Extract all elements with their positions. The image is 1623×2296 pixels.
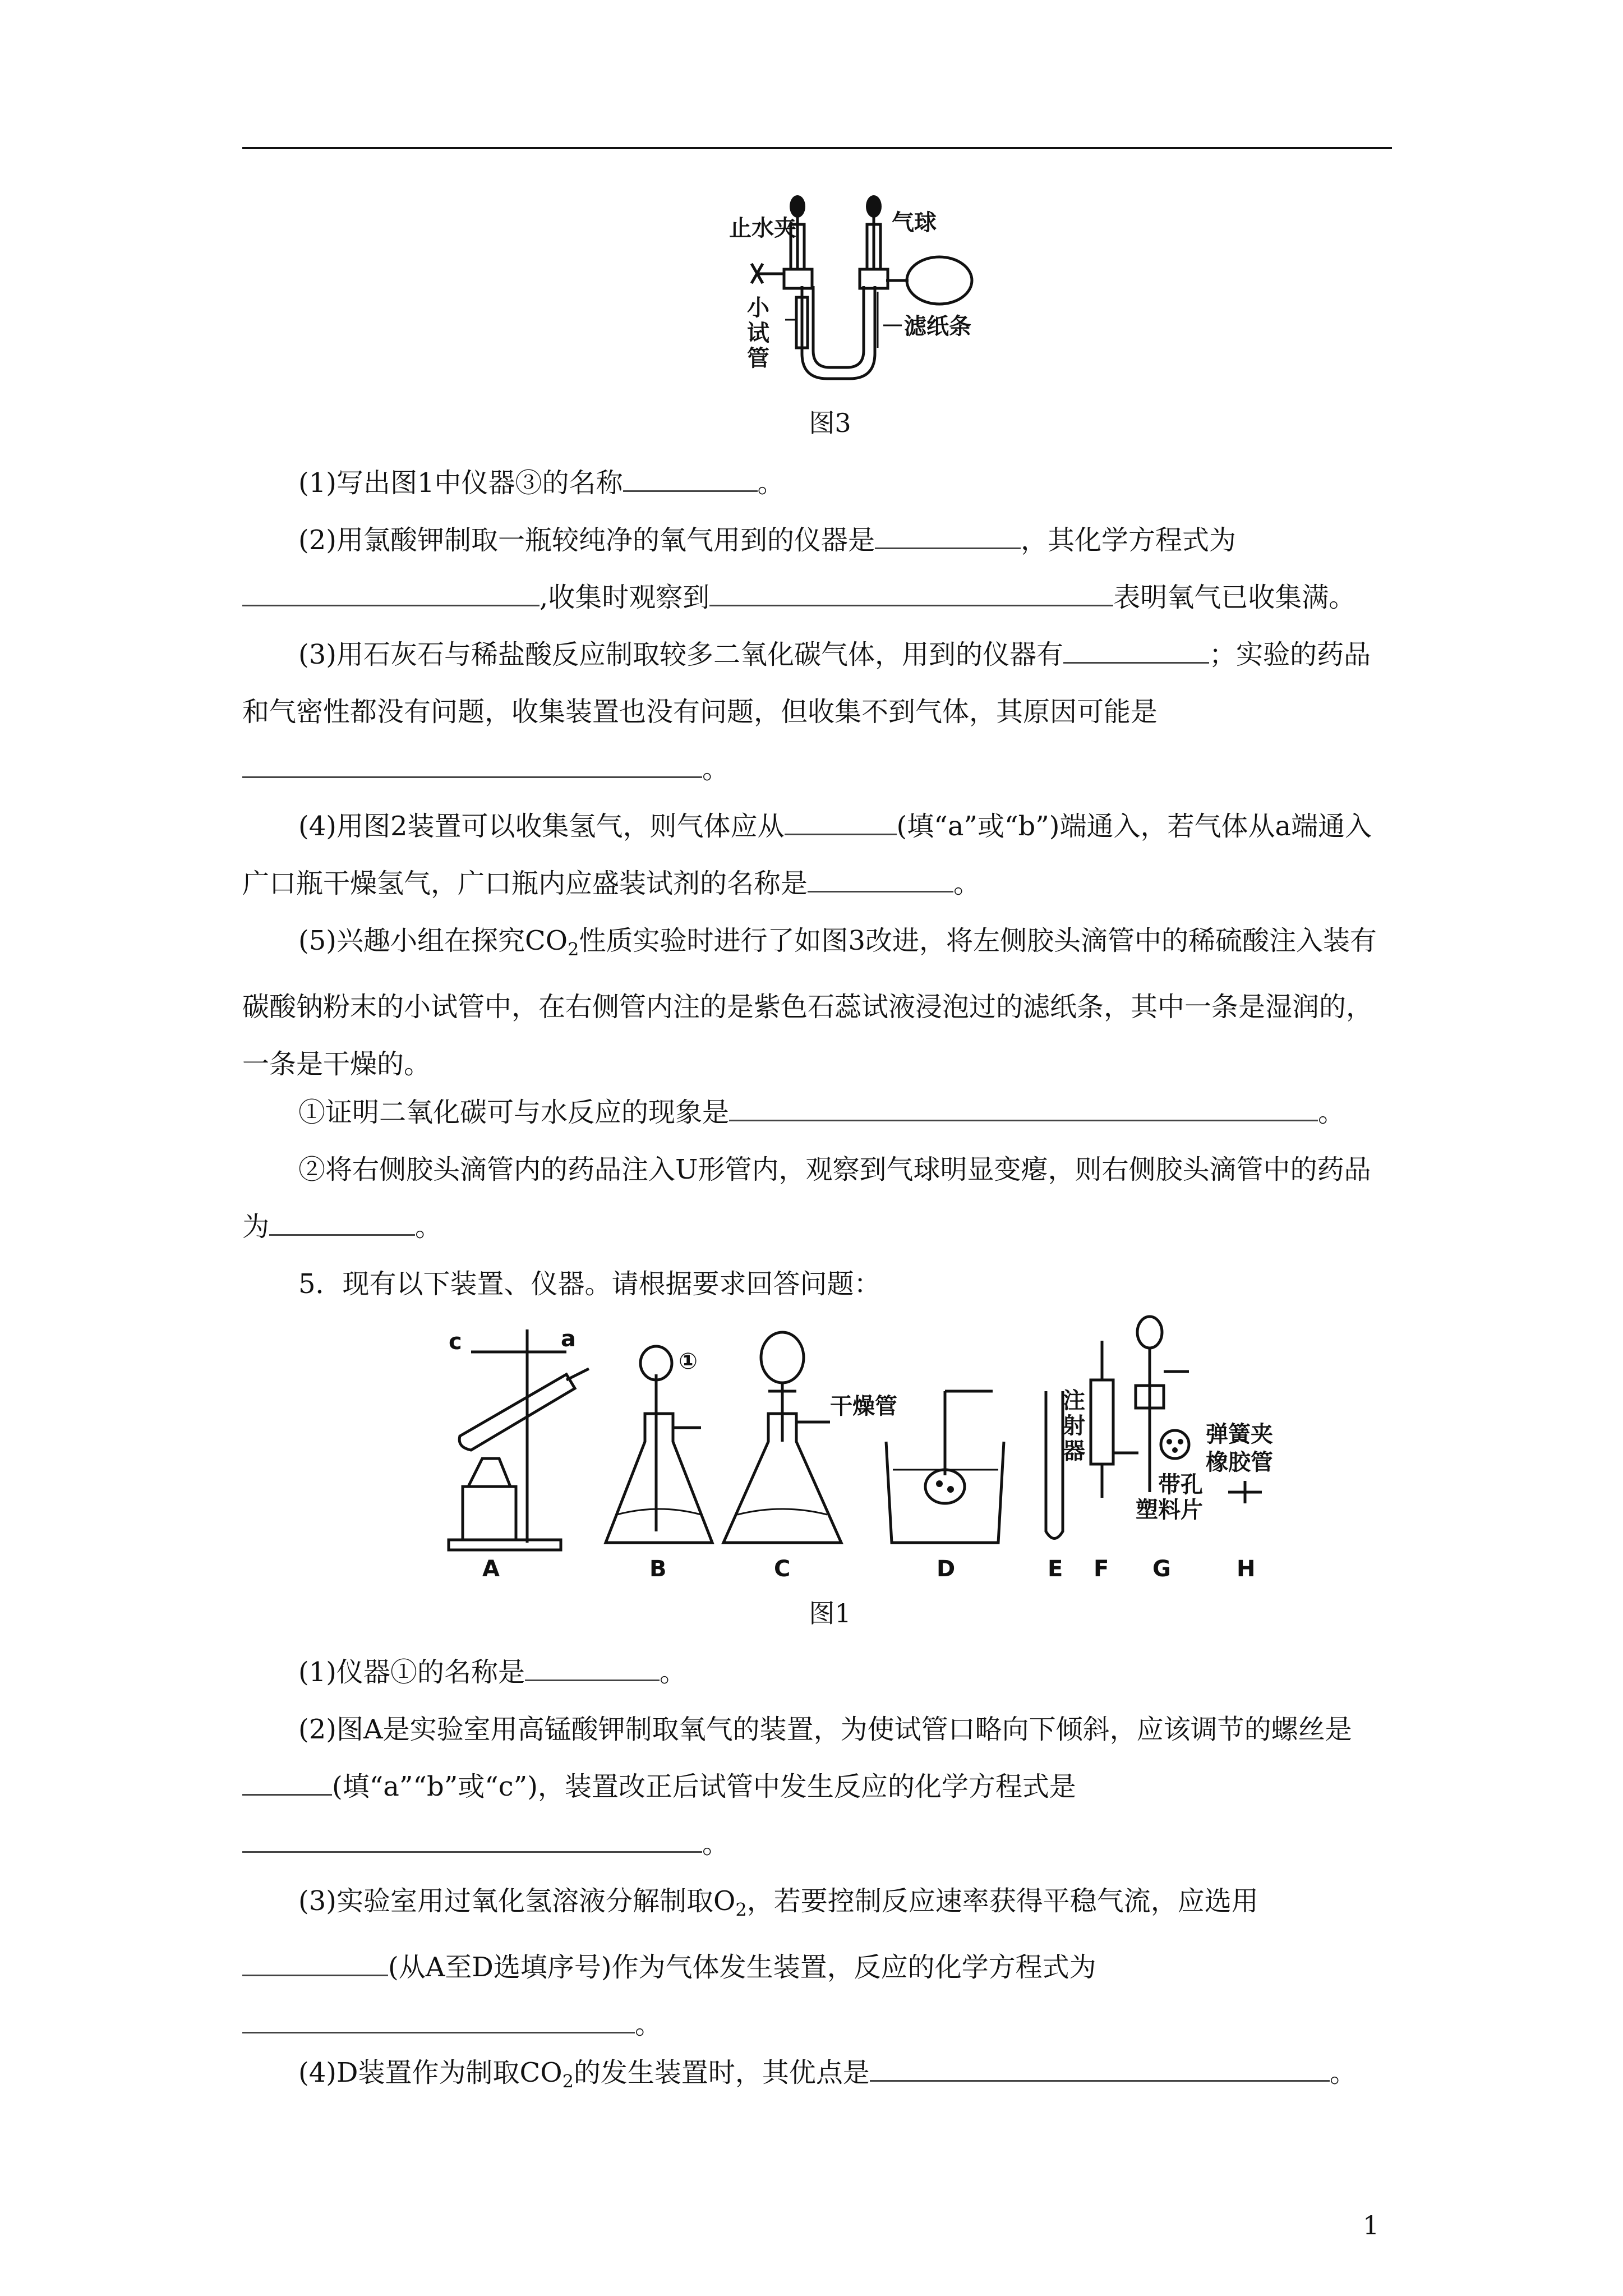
label-spring-clip: 弹簧夹 (1206, 1421, 1273, 1447)
answer-blank[interactable] (242, 1772, 332, 1796)
q4-part5a: ①证明二氧化碳可与水反应的现象是 。 (298, 1097, 1345, 1128)
letter-a: A (482, 1556, 500, 1582)
label-rubber-tube: 橡胶管 (1206, 1450, 1273, 1475)
figure-1-caption: 图1 (809, 1598, 851, 1628)
answer-blank[interactable] (242, 582, 540, 606)
figure-1-apparatus (437, 1307, 1279, 1588)
q5-part2: (2)图A是实验室用高锰酸钾制取氧气的装置，为使试管口略向下倾斜，应该调节的螺丝是(填“a”“b”或“c”)，装置改正后试管中发生反应的化学方程式是。 (242, 1701, 1392, 1872)
label-clamp: 止水夹 (729, 215, 796, 241)
page-number: 1 (1363, 2210, 1380, 2240)
q4-part2: (2)用氯酸钾制取一瓶较纯净的氧气用到的仪器是 ，其化学方程式为,收集时观察到 表明氧气已收集满。 (242, 512, 1392, 626)
letter-f: F (1094, 1556, 1109, 1582)
answer-blank[interactable] (242, 1952, 388, 1976)
letter-g: G (1152, 1556, 1171, 1582)
label-syringe-1: 注 (1063, 1388, 1085, 1414)
q5-part3: (3)实验室用过氧化氢溶液分解制取$O_2$，若要控制反应速率获得平稳气流，应选用(从A至D选填序号)作为气体发生装置，反应的化学方程式为。 (242, 1872, 1392, 2053)
label-small-tube-1: 小 (747, 295, 769, 321)
label-perforated-1: 带孔 (1158, 1472, 1203, 1498)
figure-3-caption: 图3 (809, 408, 851, 438)
q4-part1: (1)写出图1中仪器③的名称 。 (298, 467, 785, 499)
answer-blank[interactable] (875, 525, 1021, 549)
label-syringe-2: 射 (1063, 1413, 1085, 1439)
letter-e: E (1048, 1556, 1063, 1582)
label-small-tube-2: 试 (747, 320, 769, 346)
label-syringe-3: 器 (1063, 1438, 1085, 1464)
answer-blank[interactable] (870, 2058, 1330, 2082)
answer-blank[interactable] (242, 2009, 635, 2033)
answer-blank[interactable] (729, 1097, 1318, 1121)
label-dry-tube: 干燥管 (830, 1393, 897, 1419)
label-perforated-2: 塑料片 (1136, 1497, 1203, 1523)
q4-part3: (3)用石灰石与稀盐酸反应制取较多二氧化碳气体，用到的仪器有 ；实验的药品和气密性都没有问题，收集装置也没有问题，但收集不到气体，其原因可能是。 (242, 639, 1371, 785)
header-rule (242, 147, 1392, 149)
answer-blank[interactable] (525, 1657, 660, 1681)
label-filter-strip: 滤纸条 (904, 314, 971, 339)
answer-blank[interactable] (242, 1829, 702, 1853)
answer-blank[interactable] (623, 468, 758, 492)
answer-blank[interactable] (709, 582, 1113, 606)
answer-blank[interactable] (1063, 639, 1209, 664)
answer-blank[interactable] (785, 811, 897, 835)
letter-h: H (1237, 1556, 1256, 1582)
answer-blank[interactable] (269, 1212, 415, 1236)
letter-d: D (937, 1556, 956, 1582)
label-a: a (561, 1326, 576, 1352)
q5-intro: 5．现有以下装置、仪器。请根据要求回答问题： (298, 1268, 881, 1300)
label-circled-1: ① (679, 1349, 698, 1374)
q4-part5: (5)兴趣小组在探究$CO_2$性质实验时进行了如图3改进，将左侧胶头滴管中的稀硫酸注入装有碳酸钠粉末的小试管中，在右侧管内注的是紫色石蕊试液浸泡过的滤纸条，其中一条是湿润的，一条是干燥的。 (242, 925, 1377, 1080)
answer-blank[interactable] (242, 754, 702, 778)
letter-c: C (774, 1556, 791, 1582)
q5-part4: (4)D装置作为制取$CO_2$的发生装置时，其优点是 。 (298, 2057, 1357, 2092)
q5-part1: (1)仪器①的名称是 。 (298, 1657, 687, 1688)
q4-part5b: ②将右侧胶头滴管内的药品注入U形管内，观察到气球明显变瘪，则右侧胶头滴管中的药品为 。 (242, 1154, 1371, 1243)
q4-part4: (4)用图2装置可以收集氢气，则气体应从 (填“a”或“b”)端通入，若气体从a端通入广口瓶干燥氢气，广口瓶内应盛装试剂的名称是 。 (242, 811, 1372, 899)
label-c: c (449, 1329, 462, 1355)
letter-b: B (649, 1556, 667, 1582)
figure-3-diagram (723, 185, 987, 393)
label-balloon: 气球 (892, 210, 937, 236)
answer-blank[interactable] (808, 868, 953, 892)
label-small-tube-3: 管 (747, 346, 769, 371)
